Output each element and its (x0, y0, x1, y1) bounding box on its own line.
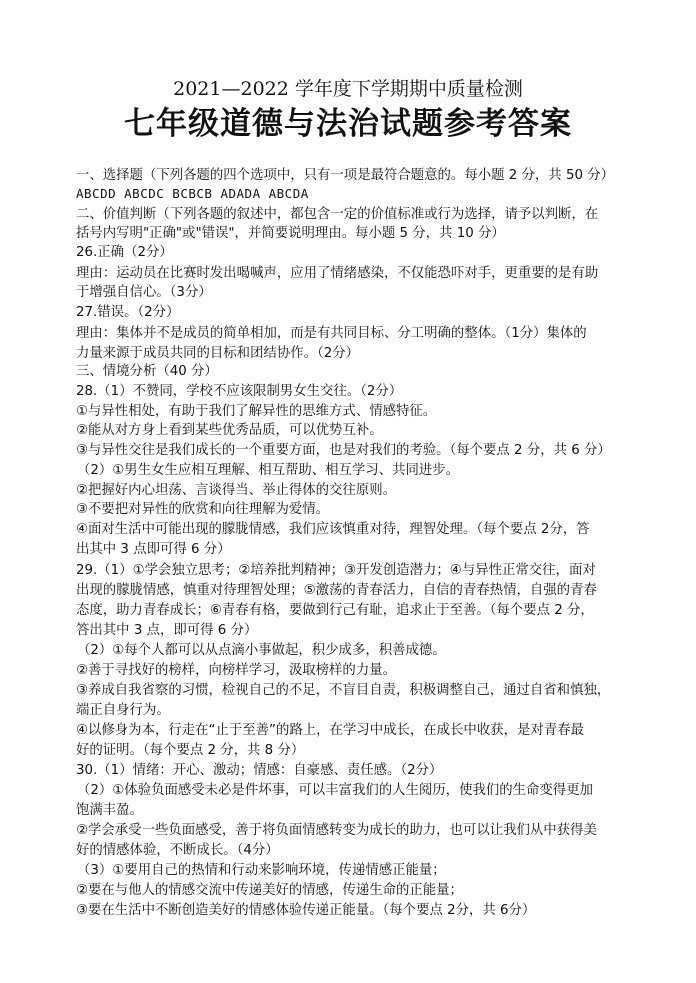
answer-27-reason-cont: 力量来源于成员共同的目标和团结协作。（2分） (76, 346, 360, 361)
answer-30-2-point-2-cont: 好的情感体验，不断成长。（4分） (76, 843, 279, 858)
answer-29-1: 29.（1）①学会独立思考；②培养批判精神；③开发创造潜力；④与异性正常交往，面对 (76, 563, 596, 578)
answer-29-1-cont-3: 答出其中 3 点，即可得 6 分） (76, 623, 258, 638)
answer-29-2-point-2: ②善于寻找好的榜样，向榜样学习，汲取榜样的力量。 (76, 663, 396, 678)
answer-28-2-point-4: ④面对生活中可能出现的朦胧情感，我们应该慎重对待，理智处理。（每个要点 2分，答 (76, 522, 590, 537)
answer-28-2-point-2: ②把握好内心坦荡、言谈得当、举止得体的交往原则。 (76, 483, 396, 498)
answer-29-2-point-1: （2）①每个人都可以从点滴小事做起，积少成多，积善成德。 (77, 643, 446, 658)
answer-28-1-point-2: ②能从对方身上看到某些优秀品质，可以优势互补。 (76, 423, 383, 438)
section-1-heading: 一、选择题（下列各题的四个选项中，只有一项是最符合题意的。每小题 2 分，共 50 分） (76, 168, 615, 183)
section-3-heading: 三、情境分析（40 分） (76, 364, 218, 379)
answer-30-2-point-1: （2）①体验负面感受未必是件坏事，可以丰富我们的人生阅历，使我们的生命变得更加 (77, 783, 593, 798)
answer-28-2-point-4-cont: 出其中 3 点即可得 6 分） (76, 542, 231, 557)
answer-29-2-point-3-cont: 端正自身行为。 (76, 703, 170, 718)
answer-30-3-point-3: ③要在生活中不断创造美好的情感体验传递正能量。（每个要点 2分，共 6分） (76, 903, 536, 918)
answer-29-1-cont-1: 出现的朦胧情感，慎重对待理智处理；⑤激荡的青春活力，自信的青春热情，自强的青春 (76, 583, 597, 598)
answer-29-2-point-3: ③养成自我省察的习惯，检视自己的不足，不盲目自责，积极调整自己，通过自省和慎独， (76, 683, 611, 698)
section-2-heading: 二、价值判断（下列各题的叙述中，都包含一定的价值标准或行为选择，请予以判断，在 (76, 207, 599, 222)
section-2-heading-cont: 括号内写明"正确"或"错误"，并简要说明理由。每小题 5 分，共 10 分） (76, 226, 505, 241)
answer-26-reason: 理由：运动员在比赛时发出喝喊声，应用了情绪感染，不仅能恐吓对手，更重要的是有助 (76, 266, 599, 281)
answer-29-2-point-4-cont: 好的证明。（每个要点 2 分，共 8 分） (76, 743, 305, 758)
answer-29-2-point-4: ④以修身为本，行走在“止于至善”的路上，在学习中成长，在成长中收获，是对青春最 (76, 723, 584, 738)
answer-30-3-point-1: （3）①要用自己的热情和行动来影响环境，传递情感正能量； (77, 863, 446, 878)
answer-27-judgement: 27.错误。（2分） (76, 305, 180, 320)
answer-29-1-cont-2: 态度，助力青春成长；⑥青春有格，要做到行己有耻，追求止于至善。（每个要点 2 分， (76, 603, 594, 618)
exam-title: 2021—2022 学年度下学期期中质量检测 (173, 78, 523, 100)
answer-30-1: 30.（1）情绪：开心、激动；情感：自豪感、责任感。（2分） (76, 763, 443, 778)
choice-answers: ABCDD ABCDC BCBCB ADADA ABCDA (76, 186, 309, 201)
answer-28-2-point-1: （2）①男生女生应相互理解、相互帮助、相互学习、共同进步。 (77, 463, 460, 478)
answer-27-reason: 理由：集体并不是成员的简单相加，而是有共同目标、分工明确的整体。（1分）集体的 (76, 326, 587, 341)
document-title: 七年级道德与法治试题参考答案 (124, 106, 572, 142)
answer-26-reason-cont: 于增强自信心。（3分） (76, 285, 212, 300)
answer-30-2-point-2: ②学会承受一些负面感受，善于将负面情感转变为成长的助力，也可以让我们从中获得美 (76, 823, 597, 838)
answer-28-1: 28.（1）不赞同，学校不应该限制男女生交往。（2分） (76, 384, 403, 399)
answer-30-3-point-2: ②要在与他人的情感交流中传递美好的情感，传递生命的正能量； (76, 883, 463, 898)
answer-30-2-point-1-cont: 饱满丰盈。 (76, 803, 143, 818)
answer-26-judgement: 26.正确（2分） (76, 245, 173, 260)
answer-28-2-point-3: ③不要把对异性的欣赏和向往理解为爱情。 (76, 502, 330, 517)
answer-28-1-point-1: ①与异性相处，有助于我们了解异性的思维方式、情感特征。 (76, 404, 437, 419)
answer-28-1-point-3: ③与异性交往是我们成长的一个重要方面，也是对我们的考验。（每个要点 2 分，共 6 分） (76, 443, 611, 458)
